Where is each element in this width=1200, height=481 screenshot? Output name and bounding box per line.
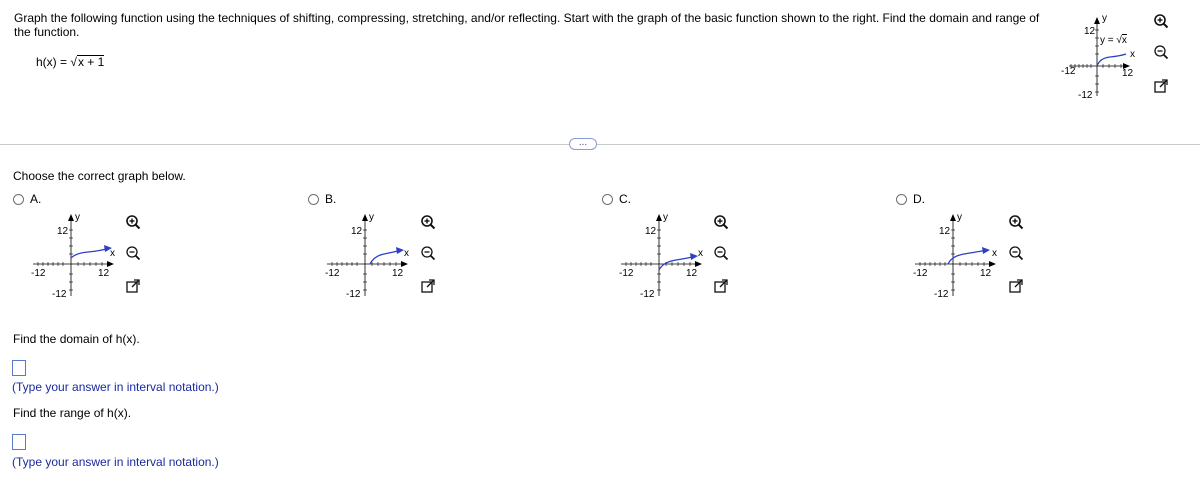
- option-b-graph: [322, 210, 432, 300]
- function-definition: [36, 55, 104, 69]
- zoom-in-icon[interactable]: [1152, 12, 1170, 30]
- sqrt-symbol: √: [70, 55, 77, 69]
- option-c-label: C.: [619, 192, 631, 206]
- domain-input[interactable]: [12, 360, 26, 376]
- option-b-radio[interactable]: [308, 194, 319, 205]
- option-b-popout-icon[interactable]: [419, 277, 437, 295]
- option-d-radio[interactable]: [896, 194, 907, 205]
- function-radicand: x + 1: [77, 55, 105, 69]
- option-c-y-tick-neg: -12: [640, 289, 655, 300]
- option-c-zoom-in-icon[interactable]: [712, 213, 730, 231]
- option-a-popout-icon[interactable]: [124, 277, 142, 295]
- choose-prompt: Choose the correct graph below.: [13, 169, 186, 183]
- option-a-y-tick-pos: 12: [57, 226, 69, 237]
- option-a-y-tick-neg: -12: [52, 289, 67, 300]
- option-b-y-tick-neg: -12: [346, 289, 361, 300]
- option-b-zoom-in-icon[interactable]: [419, 213, 437, 231]
- option-d-zoom-in-icon[interactable]: [1007, 213, 1025, 231]
- option-a-y-label: y: [75, 212, 80, 223]
- option-b-x-label: x: [404, 248, 409, 259]
- option-b-x-tick-pos: 12: [392, 268, 404, 279]
- option-c-radio-row[interactable]: [602, 192, 631, 206]
- y-tick-pos: 12: [1084, 26, 1096, 37]
- option-d-popout-icon[interactable]: [1007, 277, 1025, 295]
- y-axis-arrow: [1094, 17, 1100, 24]
- option-c-graph: [616, 210, 726, 300]
- domain-hint: (Type your answer in interval notation.): [12, 380, 219, 394]
- option-c-radio[interactable]: [602, 194, 613, 205]
- option-a-curve: [71, 248, 110, 258]
- y-axis-label: y: [1102, 13, 1107, 24]
- x-tick-neg: -12: [1061, 66, 1076, 77]
- option-a-radio[interactable]: [13, 194, 24, 205]
- basic-graph-svg: [1060, 12, 1140, 102]
- option-a-zoom-in-icon[interactable]: [124, 213, 142, 231]
- basic-function-graph: [1060, 12, 1140, 102]
- option-b-y-label: y: [369, 212, 374, 223]
- graph-caption: y = √x: [1100, 35, 1127, 46]
- option-c-x-tick-neg: -12: [619, 268, 634, 279]
- popout-icon[interactable]: [1152, 77, 1170, 95]
- option-c-popout-icon[interactable]: [712, 277, 730, 295]
- option-d-x-label: x: [992, 248, 997, 259]
- x-axis-label: x: [1130, 49, 1135, 60]
- zoom-out-icon[interactable]: [1152, 43, 1170, 61]
- option-a-graph: [28, 210, 138, 300]
- option-b-radio-row[interactable]: [308, 192, 336, 206]
- option-b-x-tick-neg: -12: [325, 268, 340, 279]
- range-hint: (Type your answer in interval notation.): [12, 455, 219, 469]
- x-tick-pos: 12: [1122, 68, 1134, 79]
- option-d-radio-row[interactable]: [896, 192, 925, 206]
- option-a-x-tick-neg: -12: [31, 268, 46, 279]
- domain-question: Find the domain of h(x).: [13, 332, 140, 346]
- option-d-y-tick-neg: -12: [934, 289, 949, 300]
- option-d-label: D.: [913, 192, 925, 206]
- y-tick-neg: -12: [1078, 90, 1093, 101]
- section-divider: [0, 144, 1200, 145]
- function-lhs: h(x) =: [36, 55, 71, 69]
- option-c-zoom-out-icon[interactable]: [712, 244, 730, 262]
- option-b-y-tick-pos: 12: [351, 226, 363, 237]
- option-b-zoom-out-icon[interactable]: [419, 244, 437, 262]
- option-d-x-tick-neg: -12: [913, 268, 928, 279]
- option-d-curve: [948, 250, 988, 264]
- instructions-text: Graph the following function using the techniques of shifting, compressing, stretching, and/or reflecting. Start with the graph of the basic function shown to the right. Find the domain and range of the function.: [14, 11, 1040, 39]
- option-d-zoom-out-icon[interactable]: [1007, 244, 1025, 262]
- more-button[interactable]: ...: [569, 138, 597, 150]
- range-question: Find the range of h(x).: [13, 406, 132, 420]
- option-c-x-label: x: [698, 248, 703, 259]
- range-input[interactable]: [12, 434, 26, 450]
- option-d-graph: [910, 210, 1020, 300]
- option-c-x-tick-pos: 12: [686, 268, 698, 279]
- option-b-label: B.: [325, 192, 337, 206]
- option-a-label: A.: [30, 192, 42, 206]
- basic-curve: [1097, 54, 1126, 66]
- option-c-y-tick-pos: 12: [645, 226, 657, 237]
- option-a-x-label: x: [110, 248, 115, 259]
- option-c-y-label: y: [663, 212, 668, 223]
- option-d-y-tick-pos: 12: [939, 226, 951, 237]
- option-a-x-tick-pos: 12: [98, 268, 110, 279]
- option-a-radio-row[interactable]: [13, 192, 41, 206]
- option-d-x-tick-pos: 12: [980, 268, 992, 279]
- option-a-zoom-out-icon[interactable]: [124, 244, 142, 262]
- option-d-y-label: y: [957, 212, 962, 223]
